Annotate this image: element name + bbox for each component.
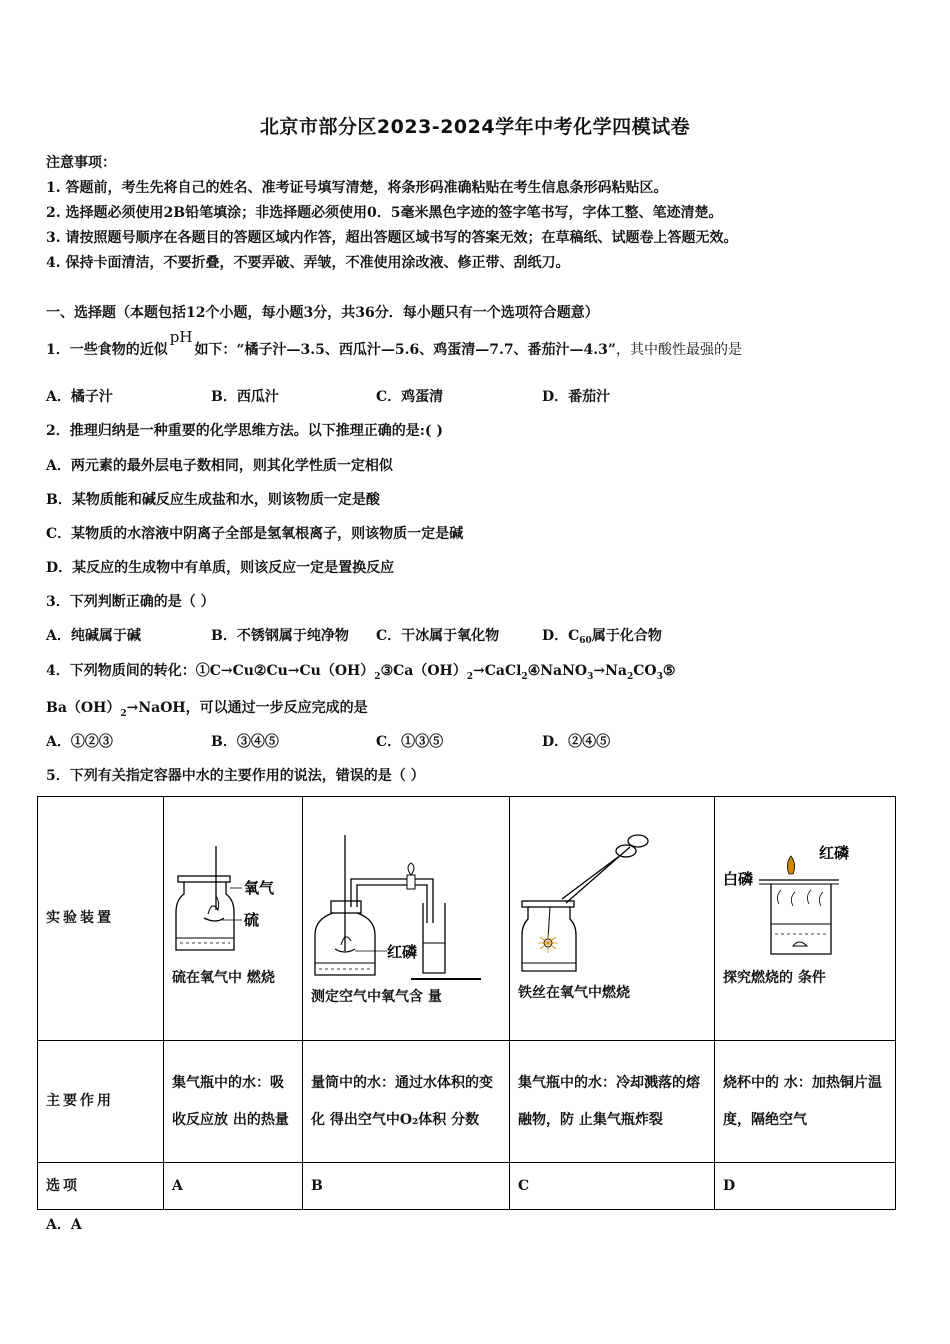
sulfur-combustion-diagram bbox=[172, 842, 294, 962]
q4-part: CO bbox=[633, 663, 657, 679]
question-1-stem bbox=[46, 328, 742, 359]
row-head-apparatus: 实验装置 bbox=[38, 797, 164, 1041]
question-5-stem: 5．下列有关指定容器中水的主要作用的说法，错误的是（ ） bbox=[46, 768, 425, 784]
page-title: 北京市部分区2023-2024学年中考化学四模试卷 bbox=[259, 116, 691, 138]
q4-option-a: A．①②③ bbox=[46, 734, 113, 750]
q2-option-d: D．某反应的生成物中有单质，则该反应一定是置换反应 bbox=[46, 560, 395, 576]
role-a: 集气瓶中的水：吸收反应放 出的热量 bbox=[164, 1041, 303, 1163]
row-head-choice: 选项 bbox=[38, 1163, 164, 1210]
caption-d: 探究燃烧的 条件 bbox=[723, 970, 826, 986]
q4-option-d: D．②④⑤ bbox=[542, 734, 611, 750]
apparatus-cell-d bbox=[715, 797, 896, 1041]
choice-c: C bbox=[510, 1163, 715, 1210]
q3-option-d-sub: 60 bbox=[579, 636, 592, 646]
q4-sub: 2 bbox=[374, 672, 381, 682]
q1-stem-b: 如下：“橘子汁—3.5、西瓜汁—5.6、鸡蛋清—7.7、番茄汁—4.3” bbox=[194, 342, 616, 358]
q1-option-c: C．鸡蛋清 bbox=[376, 389, 444, 405]
q4-part: 4．下列物质间的转化：①C→Cu②Cu→Cu（OH） bbox=[46, 663, 375, 679]
q3-option-b: B．不锈钢属于纯净物 bbox=[211, 628, 349, 644]
notice-item-4: 4. 保持卡面清洁，不要折叠，不要弄破、弄皱，不准使用涂改液、修正带、刮纸刀。 bbox=[46, 255, 570, 271]
q4-part: ④NaNO bbox=[527, 663, 588, 679]
notice-item-3: 3. 请按照题号顺序在各题目的答题区域内作答，超出答题区域书写的答案无效；在草稿纸、试题卷上答题无效。 bbox=[46, 230, 738, 246]
q4-sub: 2 bbox=[120, 709, 127, 719]
role-b: 量筒中的水：通过水体积的变化 得出空气中O₂体积 分数 bbox=[303, 1041, 510, 1163]
q1-stem-a: 1．一些食物的近似 bbox=[46, 342, 168, 358]
q4-part: ③Ca（OH） bbox=[380, 663, 467, 679]
choice-d: D bbox=[715, 1163, 896, 1210]
apparatus-cell-a bbox=[164, 797, 303, 1041]
caption-b: 测定空气中氧气含 量 bbox=[311, 989, 442, 1005]
q3-option-d-tail: 属于化合物 bbox=[591, 628, 662, 644]
section-heading: 一、选择题（本题包括12个小题，每小题3分，共36分．每小题只有一个选项符合题意） bbox=[46, 305, 599, 321]
q4-part: →Na bbox=[593, 663, 627, 679]
q4-sub: 2 bbox=[626, 672, 634, 682]
q1-stem-c: ，其中酸性最强的是 bbox=[615, 342, 742, 358]
q1-ph: pH bbox=[169, 328, 193, 346]
experiment-table bbox=[37, 796, 896, 1210]
question-4-stem bbox=[46, 660, 675, 680]
q4-part: →CaCl bbox=[473, 663, 522, 679]
table-row bbox=[38, 797, 896, 1041]
label-sulfur: 硫 bbox=[244, 911, 260, 929]
q2-option-a: A．两元素的最外层电子数相同，则其化学性质一定相似 bbox=[46, 458, 393, 474]
apparatus-cell-c bbox=[510, 797, 715, 1041]
label-red-phosphorus-2: 红磷 bbox=[819, 844, 850, 862]
table-row bbox=[38, 1041, 896, 1163]
question-3-stem: 3．下列判断正确的是（ ） bbox=[46, 594, 215, 610]
role-d: 烧杯中的 水：加热铜片温 度，隔绝空气 bbox=[715, 1041, 896, 1163]
q1-option-d: D．番茄汁 bbox=[542, 389, 611, 405]
q4-option-b: B．③④⑤ bbox=[211, 734, 279, 750]
q3-option-d-text: D．C bbox=[542, 628, 580, 644]
choice-a: A bbox=[164, 1163, 303, 1210]
iron-combustion-diagram bbox=[518, 827, 706, 977]
row-head-role: 主要作用 bbox=[38, 1041, 164, 1163]
table-row bbox=[38, 1163, 896, 1210]
q4-part: Ba（OH） bbox=[46, 700, 121, 716]
q3-option-d bbox=[542, 625, 662, 645]
q2-option-c: C．某物质的水溶液中阴离子全部是氢氧根离子，则该物质一定是碱 bbox=[46, 526, 464, 542]
q3-option-c: C．干冰属于氧化物 bbox=[376, 628, 500, 644]
notice-heading: 注意事项： bbox=[46, 155, 116, 171]
q4-sub: 3 bbox=[587, 672, 594, 682]
label-red-phosphorus: 红磷 bbox=[387, 943, 418, 961]
role-c: 集气瓶中的水：冷却溅落的熔融物，防 止集气瓶炸裂 bbox=[510, 1041, 715, 1163]
oxygen-content-diagram bbox=[311, 823, 501, 981]
q1-option-b: B．西瓜汁 bbox=[211, 389, 279, 405]
q4-part: ⑤ bbox=[662, 663, 676, 679]
label-oxygen: 氧气 bbox=[244, 879, 275, 897]
notice-item-1: 1. 答题前，考生先将自己的姓名、准考证号填写清楚，将条形码准确粘贴在考生信息条形码粘贴区。 bbox=[46, 180, 668, 196]
caption-c: 铁丝在氧气中燃烧 bbox=[518, 985, 630, 1001]
question-4-stem-cont bbox=[46, 697, 368, 717]
q4-sub: 2 bbox=[521, 672, 528, 682]
label-white-phosphorus: 白磷 bbox=[723, 870, 754, 888]
q4-option-c: C．①③⑤ bbox=[376, 734, 444, 750]
apparatus-cell-b bbox=[303, 797, 510, 1041]
q4-sub: 2 bbox=[466, 672, 474, 682]
notice-item-2: 2. 选择题必须使用2B铅笔填涂；非选择题必须使用0．5毫米黑色字迹的签字笔书写，字体工整、笔迹清楚。 bbox=[46, 205, 723, 221]
q4-part: →NaOH，可以通过一步反应完成的是 bbox=[126, 700, 368, 716]
choice-b: B bbox=[303, 1163, 510, 1210]
q1-option-a: A．橘子汁 bbox=[46, 389, 113, 405]
q5-option-a: A．A bbox=[46, 1217, 82, 1233]
q3-option-a: A．纯碱属于碱 bbox=[46, 628, 141, 644]
q2-option-b: B．某物质能和碱反应生成盐和水，则该物质一定是酸 bbox=[46, 492, 380, 508]
q4-sub: 3 bbox=[656, 672, 663, 682]
caption-a: 硫在氧气中 燃烧 bbox=[172, 970, 275, 986]
combustion-conditions-diagram bbox=[723, 842, 887, 962]
question-2-stem: 2．推理归纳是一种重要的化学思维方法。以下推理正确的是:( ) bbox=[46, 423, 444, 439]
